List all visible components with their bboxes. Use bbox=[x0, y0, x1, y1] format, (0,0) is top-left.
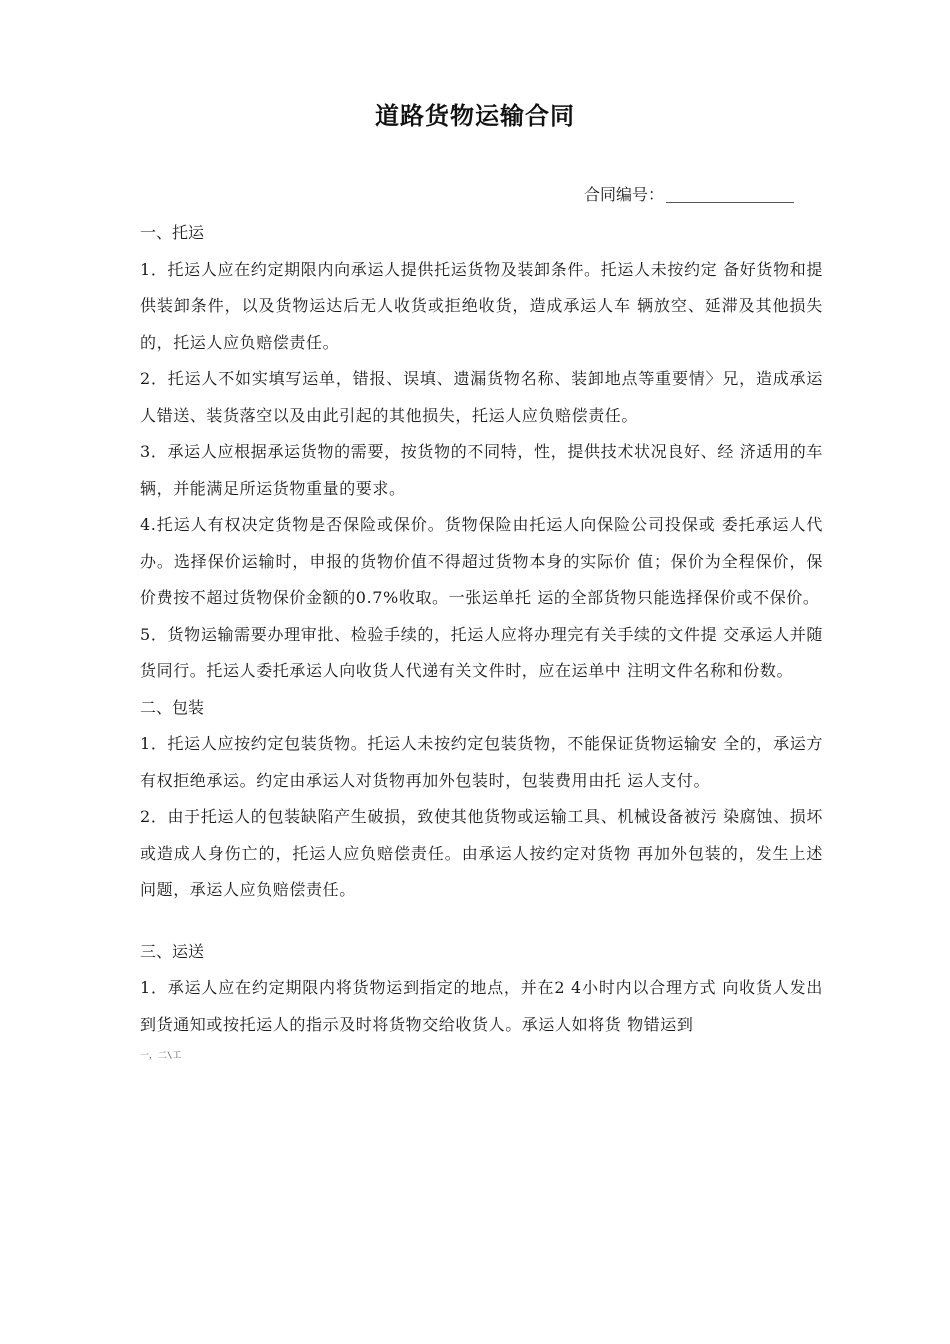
section-heading-transport: 三、运送 bbox=[140, 941, 205, 961]
paragraph: 4.托运人有权决定货物是否保险或保价。货物保险由托运人向保险公司投保或 委托承运人代办。选择保价运输时，申报的货物价值不得超过货物本身的实际价 值；保价为全程保价，保价费按不超过货物保价金额的0.7%收取。一张运单托 运的全部货物只能选择保价或不保价。 bbox=[140, 515, 823, 607]
paragraph: 3．承运人应根据承运货物的需要，按货物的不同特，性，提供技术状况良好、经 济适用的车辆，并能满足所运货物重量的要求。 bbox=[140, 442, 823, 498]
paragraph: 5．货物运输需要办理审批、检验手续的，托运人应将办理完有关手续的文件提 交承运人并随货同行。托运人委托承运人向收货人代递有关文件时，应在运单中 注明文件名称和份数。 bbox=[140, 624, 823, 680]
paragraph: 1．托运人应在约定期限内向承运人提供托运货物及装卸条件。托运人未按约定 备好货物和提供装卸条件，以及货物运达后无人收货或拒绝收货，造成承运人车 辆放空、延滞及其他损失的，托运人应负赔偿责任。 bbox=[140, 259, 823, 352]
paragraph: 1．承运人应在约定期限内将货物运到指定的地点，并在2 4小时内以合理方式 向收货人发出到货通知或按托运人的指示及时将货物交给收货人。承运人如将货 物错运到 bbox=[140, 978, 823, 1034]
paragraph: 1．托运人应按约定包装货物。托运人未按约定包装货物，不能保证货物运输安 全的，承运方有权拒绝承运。约定由承运人对货物再加外包装时，包装费用由托 运人支付。 bbox=[140, 734, 823, 790]
section-heading-packaging: 二、包装 bbox=[140, 697, 205, 717]
paragraph: 2．由于托运人的包装缺陷产生破损，致使其他货物或运输工具、机械设备被污 染腐蚀、损坏或造成人身伤亡的，托运人应负赔偿责任。由承运人按约定对货物 再加外包装的，发生上述问题，承运人应负赔偿责任。 bbox=[140, 807, 823, 899]
contract-number-blank bbox=[666, 186, 794, 203]
scan-artifact-text: 一，二\工 bbox=[140, 1051, 182, 1061]
paragraph: 2．托运人不如实填写运单，错报、误填、遗漏货物名称、装卸地点等重要情〉兄，造成承运人错送、装货落空以及由此引起的其他损失，托运人应负赔偿责任。 bbox=[140, 369, 823, 425]
section-gap bbox=[140, 909, 823, 934]
document-body bbox=[140, 215, 823, 1043]
document-title: 道路货物运输合同 bbox=[375, 102, 575, 130]
contract-number-label: 合同编号： bbox=[584, 185, 665, 204]
contract-number-line bbox=[584, 182, 794, 205]
section-heading-consignment: 一、托运 bbox=[140, 223, 205, 242]
